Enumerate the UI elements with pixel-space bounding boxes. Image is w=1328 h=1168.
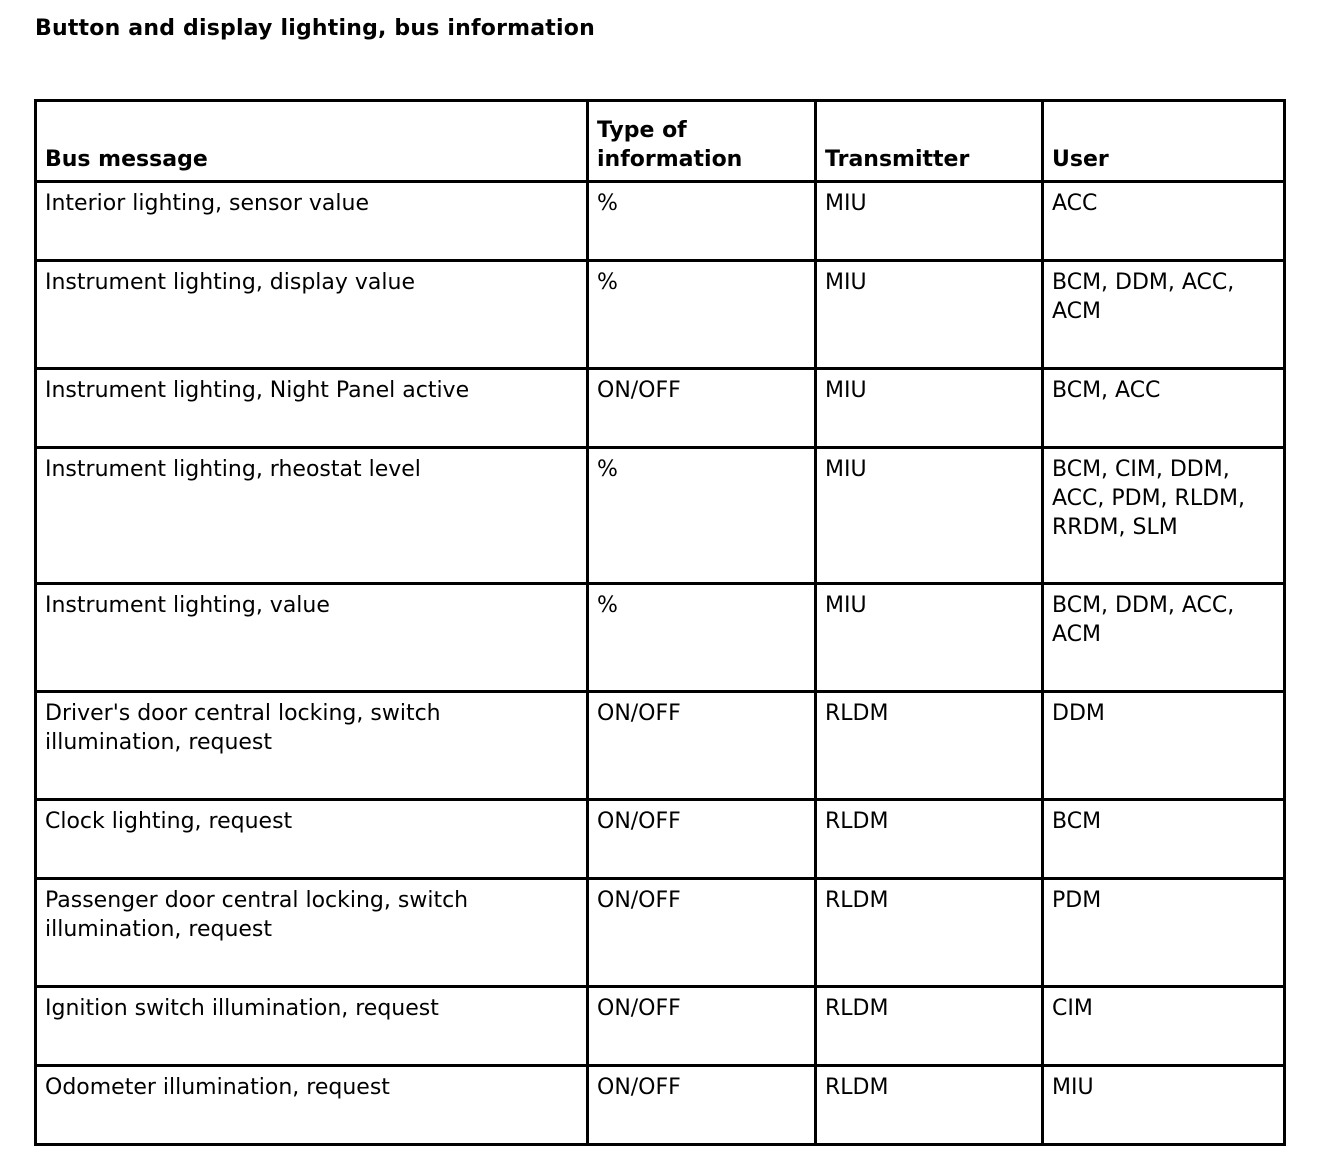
cell-transmitter: RLDM <box>816 879 1043 987</box>
cell-type: ON/OFF <box>588 987 816 1066</box>
cell-user: ACC <box>1043 182 1285 261</box>
cell-user: BCM, CIM, DDM, ACC, PDM, RLDM, RRDM, SLM <box>1043 448 1285 584</box>
table-row <box>36 182 1285 261</box>
cell-type: ON/OFF <box>588 1066 816 1145</box>
cell-bus-message: Interior lighting, sensor value <box>36 182 588 261</box>
cell-bus-message: Instrument lighting, display value <box>36 261 588 369</box>
cell-bus-message: Passenger door central locking, switch illumination, request <box>36 879 588 987</box>
cell-type: % <box>588 448 816 584</box>
table-row <box>36 261 1285 369</box>
cell-transmitter: RLDM <box>816 692 1043 800</box>
table-header-row <box>36 101 1285 182</box>
cell-bus-message: Odometer illumination, request <box>36 1066 588 1145</box>
cell-transmitter: MIU <box>816 584 1043 692</box>
page-title: Button and display lighting, bus information <box>35 16 595 41</box>
cell-type: ON/OFF <box>588 692 816 800</box>
header-type-of-information: Type of information <box>588 101 816 182</box>
cell-bus-message: Ignition switch illumination, request <box>36 987 588 1066</box>
header-user: User <box>1043 101 1285 182</box>
cell-type: ON/OFF <box>588 369 816 448</box>
cell-bus-message: Driver's door central locking, switch illumination, request <box>36 692 588 800</box>
cell-type: % <box>588 182 816 261</box>
cell-bus-message: Instrument lighting, rheostat level <box>36 448 588 584</box>
cell-transmitter: MIU <box>816 369 1043 448</box>
cell-transmitter: MIU <box>816 261 1043 369</box>
cell-bus-message: Instrument lighting, value <box>36 584 588 692</box>
cell-type: % <box>588 584 816 692</box>
table-row <box>36 987 1285 1066</box>
bus-information-table <box>34 99 1286 1146</box>
cell-type: ON/OFF <box>588 879 816 987</box>
cell-user: MIU <box>1043 1066 1285 1145</box>
cell-user: BCM, DDM, ACC, ACM <box>1043 584 1285 692</box>
cell-transmitter: MIU <box>816 182 1043 261</box>
cell-user: BCM, ACC <box>1043 369 1285 448</box>
cell-user: BCM <box>1043 800 1285 879</box>
cell-transmitter: RLDM <box>816 1066 1043 1145</box>
cell-transmitter: MIU <box>816 448 1043 584</box>
table-row <box>36 584 1285 692</box>
cell-bus-message: Instrument lighting, Night Panel active <box>36 369 588 448</box>
cell-transmitter: RLDM <box>816 800 1043 879</box>
table-row <box>36 800 1285 879</box>
table-row <box>36 692 1285 800</box>
table-row <box>36 1066 1285 1145</box>
table-row <box>36 369 1285 448</box>
table-row <box>36 448 1285 584</box>
table-row <box>36 879 1285 987</box>
cell-type: ON/OFF <box>588 800 816 879</box>
cell-user: PDM <box>1043 879 1285 987</box>
cell-bus-message: Clock lighting, request <box>36 800 588 879</box>
cell-user: BCM, DDM, ACC, ACM <box>1043 261 1285 369</box>
cell-user: DDM <box>1043 692 1285 800</box>
header-bus-message: Bus message <box>36 101 588 182</box>
cell-type: % <box>588 261 816 369</box>
header-transmitter: Transmitter <box>816 101 1043 182</box>
cell-user: CIM <box>1043 987 1285 1066</box>
cell-transmitter: RLDM <box>816 987 1043 1066</box>
